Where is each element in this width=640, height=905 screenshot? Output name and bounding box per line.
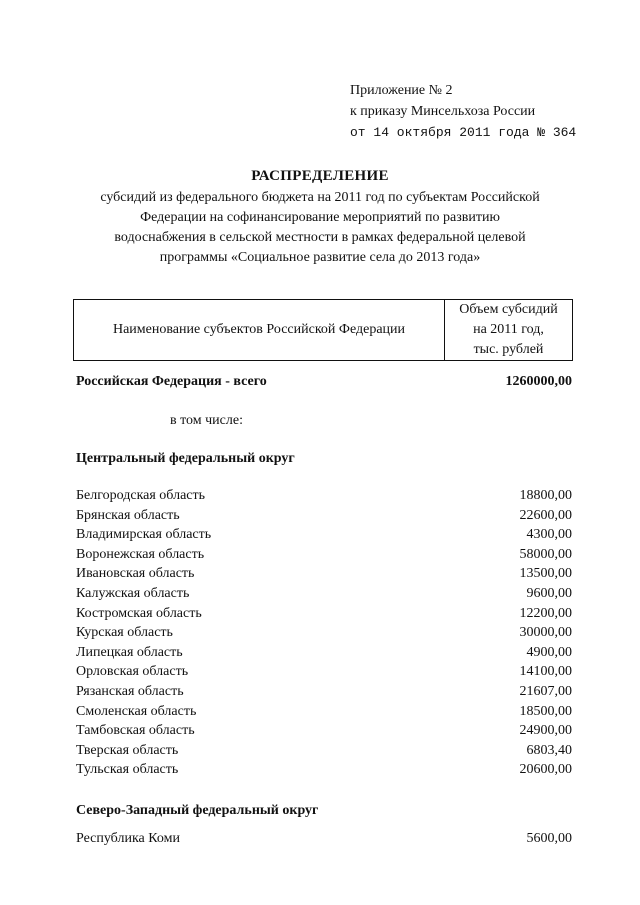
document-title: РАСПРЕДЕЛЕНИЕ — [251, 168, 389, 184]
region-name: Орловская область — [76, 664, 189, 680]
subsidy-value: 20600,00 — [519, 762, 572, 778]
subsidy-value: 18500,00 — [519, 703, 572, 719]
header-subsidy-amount: Объем субсидий на 2011 год, тыс. рублей — [459, 302, 558, 357]
region-name: Смоленская область — [76, 703, 197, 719]
table-row — [76, 743, 572, 759]
region-name: Калужская область — [76, 586, 190, 601]
table-row — [76, 547, 572, 563]
subsidy-value: 5600,00 — [526, 831, 572, 846]
subsidy-value: 18800,00 — [519, 488, 572, 503]
table-row — [76, 488, 572, 504]
subtitle-line: водоснабжения в сельской местности в рамках федеральной целевой — [114, 230, 526, 245]
appendix-order-ref: к приказу Минсельхоза России — [350, 104, 536, 119]
subtitle-line: Федерации на софинансирование мероприятий по развитию — [140, 210, 500, 225]
subsidy-value: 12200,00 — [519, 605, 572, 621]
subsidy-value: 21607,00 — [519, 684, 572, 699]
table-row — [76, 831, 572, 847]
including-label: в том числе: — [170, 413, 243, 428]
table-row — [76, 723, 572, 739]
document-subtitle — [70, 188, 570, 268]
table-header — [73, 299, 573, 361]
region-name: Белгородская область — [76, 488, 206, 503]
table-row — [76, 625, 572, 641]
subsidy-value: 4900,00 — [526, 644, 572, 660]
subsidy-value: 6803,40 — [526, 742, 572, 758]
subsidy-value: 30000,00 — [519, 625, 572, 641]
region-name: Курская область — [76, 625, 173, 641]
section-title-northwest: Северо-Западный федеральный округ — [76, 803, 319, 818]
region-name: Воронежская область — [76, 546, 205, 562]
subsidy-value: 24900,00 — [519, 723, 572, 739]
total-row — [76, 374, 572, 390]
region-name: Брянская область — [76, 507, 180, 523]
region-name: Владимирская область — [76, 527, 212, 543]
appendix-order-date: от 14 октября 2011 года № 364 — [350, 125, 577, 140]
region-name: Липецкая область — [76, 644, 183, 660]
subtitle-line: субсидий из федерального бюджета на 2011 год по субъектам Российской — [100, 190, 540, 205]
table-row — [76, 586, 572, 602]
table-row — [76, 606, 572, 622]
region-name: Ивановская область — [76, 566, 195, 582]
table-row — [76, 566, 572, 582]
appendix-number: Приложение № 2 — [350, 83, 453, 98]
subsidy-value: 13500,00 — [519, 566, 572, 582]
table-row — [76, 664, 572, 680]
table-row — [76, 684, 572, 700]
appendix-block — [350, 80, 576, 143]
table-row — [76, 508, 572, 524]
header-region-name: Наименование субъектов Российской Федерации — [74, 300, 445, 360]
region-name: Костромская область — [76, 605, 202, 621]
table-row — [76, 527, 572, 543]
region-name: Тверская область — [76, 742, 179, 758]
subsidy-value: 4300,00 — [526, 527, 572, 543]
region-name: Республика Коми — [76, 831, 180, 846]
subsidy-value: 58000,00 — [519, 546, 572, 562]
subsidy-value: 9600,00 — [526, 586, 572, 601]
subtitle-line: программы «Социальное развитие села до 2013 года» — [159, 250, 481, 265]
region-name: Рязанская область — [76, 684, 184, 699]
subsidy-value: 22600,00 — [519, 507, 572, 523]
table-row — [76, 645, 572, 661]
table-row — [76, 704, 572, 720]
total-label: Российская Федерация - всего — [76, 374, 267, 389]
region-name: Тамбовская область — [76, 723, 195, 739]
region-name: Тульская область — [76, 762, 179, 778]
section-title-central: Центральный федеральный округ — [76, 451, 295, 466]
table-row — [76, 762, 572, 778]
subsidy-value: 14100,00 — [519, 664, 572, 680]
total-value: 1260000,00 — [505, 374, 572, 389]
